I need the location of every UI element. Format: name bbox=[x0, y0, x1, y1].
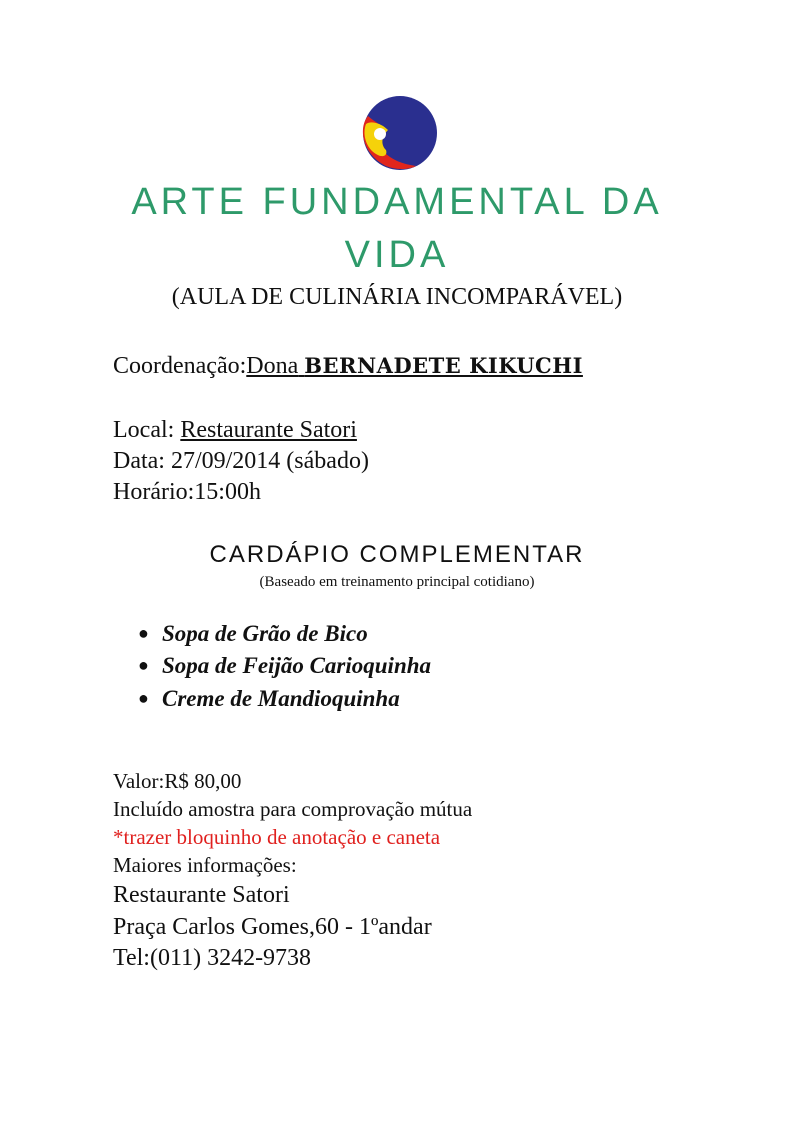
local-line bbox=[113, 418, 357, 442]
price-line: Valor:R$ 80,00 bbox=[113, 769, 242, 793]
page-subtitle: (AULA DE CULINÁRIA INCOMPARÁVEL) bbox=[171, 284, 623, 310]
included-line: Incluído amostra para comprovação mútua bbox=[113, 797, 473, 821]
local-value: Restaurante Satori bbox=[180, 417, 357, 443]
venue-line: Restaurante Satori bbox=[113, 882, 290, 908]
page-title-line2: VIDA bbox=[344, 234, 450, 276]
address-line: Praça Carlos Gomes,60 - 1ºandar bbox=[113, 914, 432, 940]
menu-item-label: Sopa de Feijão Carioquinha bbox=[162, 653, 432, 678]
coordination-line bbox=[113, 354, 583, 378]
bullet-icon: ● bbox=[138, 655, 149, 675]
coordination-label: Coordenação: bbox=[113, 353, 247, 379]
menu-item bbox=[138, 687, 400, 710]
bullet-icon: ● bbox=[138, 623, 149, 643]
bullet-icon: ● bbox=[138, 688, 149, 708]
note-line: *trazer bloquinho de anotação e caneta bbox=[113, 825, 441, 849]
menu-item-label: Sopa de Grão de Bico bbox=[162, 621, 368, 646]
menu-item bbox=[138, 622, 368, 645]
coordination-prefix: Dona bbox=[246, 353, 299, 379]
local-label: Local: bbox=[113, 417, 181, 443]
date-line: Data: 27/09/2014 (sábado) bbox=[113, 448, 369, 474]
menu-item-label: Creme de Mandioquinha bbox=[162, 686, 400, 711]
page-title-line1: ARTE FUNDAMENTAL DA bbox=[131, 181, 663, 223]
coordinator-name: BERNADETE KIKUCHI bbox=[304, 353, 583, 378]
menu-title: CARDÁPIO COMPLEMENTAR bbox=[209, 541, 585, 568]
menu-subtitle: (Baseado em treinamento principal cotidiano) bbox=[259, 574, 535, 590]
time-line: Horário:15:00h bbox=[113, 479, 261, 505]
logo-icon bbox=[356, 96, 440, 172]
phone-line: Tel:(011) 3242-9738 bbox=[113, 945, 312, 971]
more-info-line: Maiores informações: bbox=[113, 853, 297, 877]
menu-item bbox=[138, 654, 431, 677]
